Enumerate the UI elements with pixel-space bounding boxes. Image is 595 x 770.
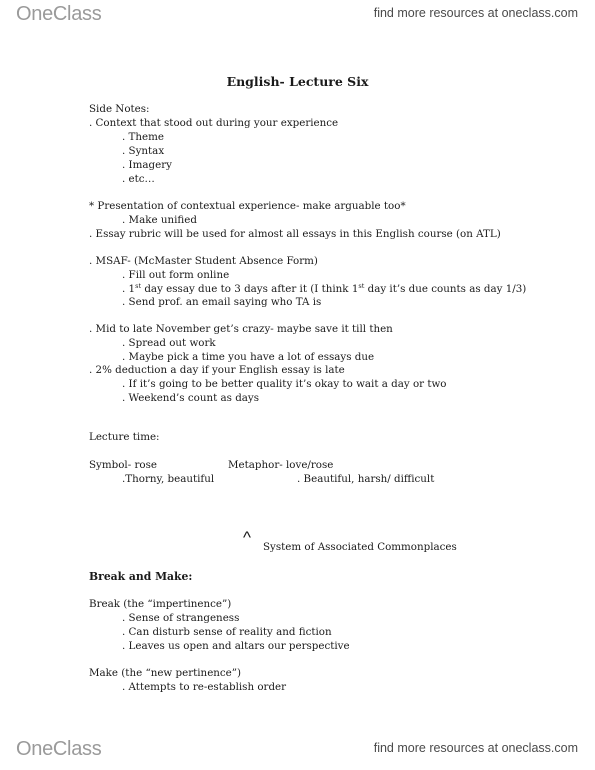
note-line: . Can disturb sense of reality and fiction [122,626,332,638]
break-make-heading: Break and Make: [89,570,193,583]
msaf-heading: . MSAF- (McMaster Student Absence Form) [89,255,318,267]
note-line: . Imagery [122,159,172,171]
resources-link[interactable]: find more resources at oneclass.com [373,6,578,20]
note-line: . If it’s going to be better quality it’s okay to wait a day or two [122,378,447,390]
note-line: Make (the “new pertinence”) [89,667,242,679]
document-title: English- Lecture Six [226,74,369,89]
note-line: . Attempts to re-establish order [122,681,287,693]
note-line: . Theme [122,131,164,143]
lecture-heading: Lecture time: [89,431,160,443]
note-line: . Maybe pick a time you have a lot of essays due [122,351,375,363]
note-line: . Send prof. an email saying who TA is [122,296,322,308]
note-line: . Sense of strangeness [122,612,240,624]
note-line: . etc… [122,173,155,185]
logo-text: OneClass [16,738,102,760]
note-line: . 2% deduction a day if your English essay is late [89,364,345,376]
note-line [122,284,526,294]
note-line: . Mid to late November get’s crazy- maybe save it till then [89,323,393,335]
note-line: . Syntax [122,145,165,157]
note-line: . Beautiful, harsh/ difficult [297,473,435,485]
note-line: . Fill out form online [122,269,230,281]
note-line: . Essay rubric will be used for almost all essays in this English course (on ATL) [89,228,501,240]
note-line: * Presentation of contextual experience- make arguable too* [89,200,406,212]
note-line: .Thorny, beautiful [122,473,215,485]
logo-text: OneClass [16,3,102,25]
note-line: . Spread out work [122,337,216,349]
note-line: . Context that stood out during your experience [89,117,339,129]
text-run: day it’s due counts as day 1/3) [364,283,527,295]
text-run: day essay due to 3 days after it (I think 1 [141,283,359,295]
side-notes-heading: Side Notes: [89,103,150,115]
note-line: . Leaves us open and altars our perspective [122,640,350,652]
note-line: Metaphor- love/rose [228,459,334,471]
note-line: Break (the “impertinence”) [89,598,232,610]
note-line: . Weekend’s count as days [122,392,260,404]
superscript: st [358,282,365,290]
resources-link[interactable]: find more resources at oneclass.com [373,741,578,755]
note-line: System of Associated Commonplaces [263,541,457,553]
caret-symbol: ^ [243,528,251,547]
note-line: . Make unified [122,214,197,226]
superscript: st [135,282,142,290]
oneclass-logo[interactable] [16,739,101,759]
note-line: Symbol- rose [89,459,157,471]
text-run: . 1 [122,283,136,295]
